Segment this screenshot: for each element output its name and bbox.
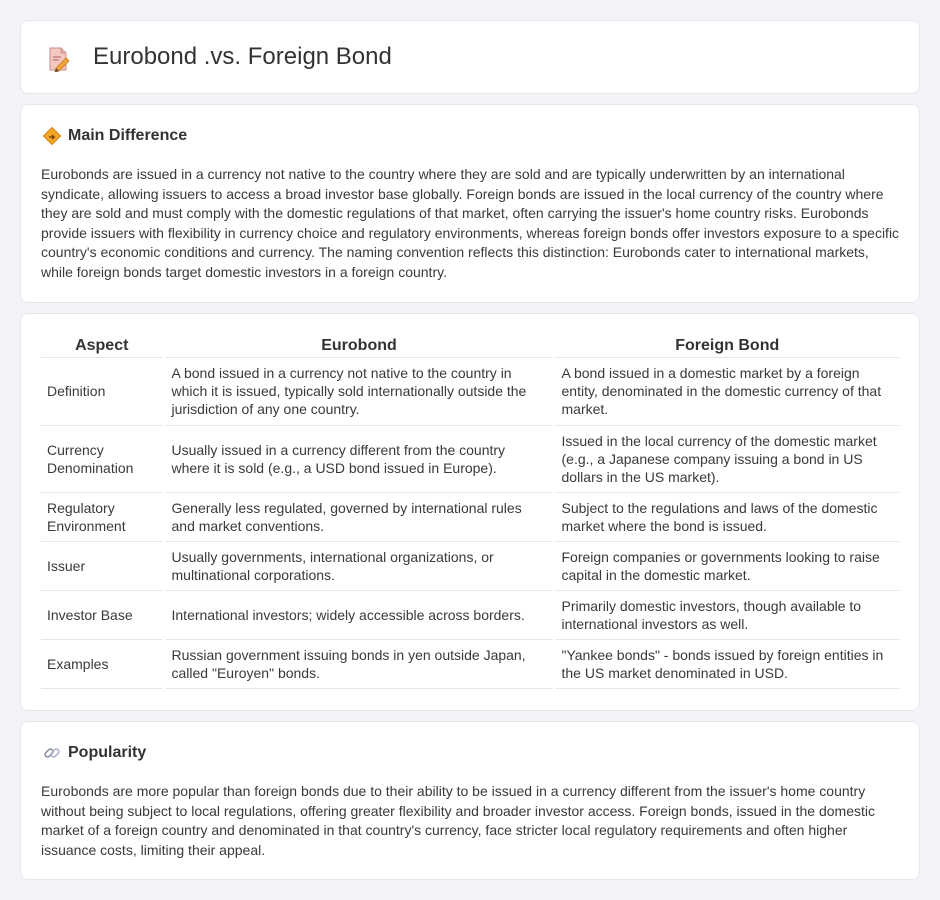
main-difference-text: Eurobonds are issued in a currency not native to the country where they are sold and are typically underwritten by an international syndicate, allowing issuers to access a broad investor base globally. Foreign bonds are issued in the local currency of the country where they are sold and must comply with the domestic regulations of that market, often carrying the issuer's home country risks. Eurobonds provide issuers with flexibility in currency choice and regulatory environments, whereas foreign bonds offer investors exposure to a specific country's economic conditions and currency. The naming convention reflects this distinction: Eurobonds cater to international markets, while foreign bonds target domestic investors in a foreign country. xyxy=(41,166,900,280)
eurobond-cell: Generally less regulated, governed by international rules and market conventions. xyxy=(164,492,554,541)
main-difference-heading xyxy=(43,127,187,145)
diamond-sign-icon xyxy=(43,127,61,145)
table-row xyxy=(41,425,899,492)
table-row xyxy=(41,639,899,688)
main-difference-title: Main Difference xyxy=(68,127,188,144)
aspect-cell: Regulatory Environment xyxy=(41,492,164,541)
comparison-table xyxy=(41,335,899,689)
foreign-bond-cell: Foreign companies or governments looking to raise capital in the domestic market. xyxy=(554,541,899,590)
foreign-bond-cell: Subject to the regulations and laws of the domestic market where the bond is issued. xyxy=(554,492,899,541)
eurobond-cell: Usually governments, international organizations, or multinational corporations. xyxy=(164,541,554,590)
header-aspect: Aspect xyxy=(41,335,164,357)
eurobond-cell: Russian government issuing bonds in yen outside Japan, called "Euroyen" bonds. xyxy=(164,639,554,688)
table-row xyxy=(41,357,899,425)
eurobond-cell: Usually issued in a currency different from the country where it is sold (e.g., a USD bond issued in Europe). xyxy=(164,425,554,492)
foreign-bond-cell: A bond issued in a domestic market by a foreign entity, denominated in the domestic currency of that market. xyxy=(554,357,899,425)
popularity-heading xyxy=(43,744,146,762)
foreign-bond-cell: Primarily domestic investors, though available to international investors as well. xyxy=(554,590,899,639)
table-row xyxy=(41,590,899,639)
comparison-card xyxy=(20,313,920,711)
table-row xyxy=(41,492,899,541)
header-eurobond: Eurobond xyxy=(164,335,554,357)
foreign-bond-cell: "Yankee bonds" - bonds issued by foreign entities in the US market denominated in USD. xyxy=(554,639,899,688)
main-difference-card xyxy=(20,104,920,303)
aspect-cell: Issuer xyxy=(41,541,164,590)
header-card xyxy=(20,20,920,94)
eurobond-cell: International investors; widely accessible across borders. xyxy=(164,590,554,639)
page-title: Eurobond .vs. Foreign Bond xyxy=(93,43,392,70)
popularity-text: Eurobonds are more popular than foreign bonds due to their ability to be issued in a currency different from the issuer's home country without being subject to local regulations, offering greater flexibility and broader investor access. Foreign bonds, issued in the domestic market of a foreign country and denominated in that country's currency, face stricter local regulatory requirements and often higher issuance costs, limiting their appeal. xyxy=(41,783,875,858)
table-row xyxy=(41,541,899,590)
aspect-cell: Currency Denomination xyxy=(41,425,164,492)
aspect-cell: Investor Base xyxy=(41,590,164,639)
aspect-cell: Definition xyxy=(41,357,164,425)
table-header-row xyxy=(41,335,899,357)
header-foreign-bond: Foreign Bond xyxy=(554,335,899,357)
document-pencil-icon xyxy=(47,46,71,72)
eurobond-cell: A bond issued in a currency not native to the country in which it is issued, typically sold internationally outside the jurisdiction of any one country. xyxy=(164,357,554,425)
foreign-bond-cell: Issued in the local currency of the domestic market (e.g., a Japanese company issuing a bond in US dollars in the US market). xyxy=(554,425,899,492)
aspect-cell: Examples xyxy=(41,639,164,688)
popularity-title: Popularity xyxy=(68,744,147,761)
popularity-card xyxy=(20,721,920,880)
link-icon xyxy=(43,744,61,762)
